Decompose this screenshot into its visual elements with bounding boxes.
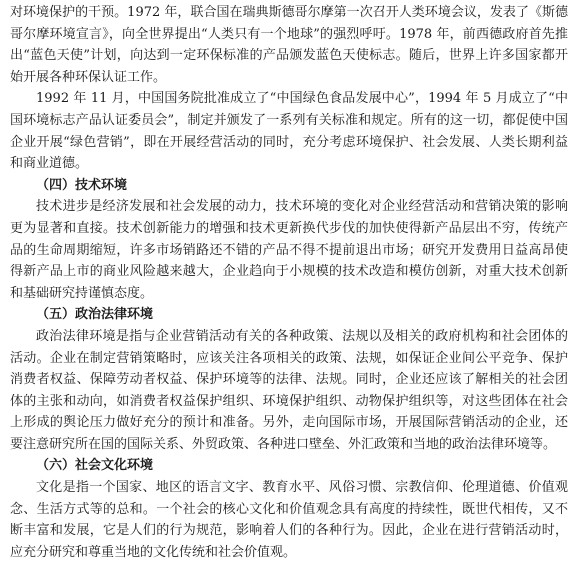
intro-paragraph-1: 对环境保护的干预。1972 年，联合国在瑞典斯德哥尔摩第一次召开人类环境会议，发表了《斯德哥尔摩环境宣言》，向全世界提出“人类只有一个地球”的强烈呼吁。1978 年，前西德政府首先推出“蓝色天使”计划，向达到一定环保标准的产品颁发蓝色天使标志。随后，世界上许多国家都开始开展各种环保认证工作。 <box>10 5 568 85</box>
section-heading-social-cultural: （六）社会文化环境 <box>36 458 154 474</box>
section-body-technology: 技术进步是经济发展和社会发展的动力，技术环境的变化对企业经营活动和营销决策的影响更为显著和直接。技术创新能力的增强和技术更新换代步伐的加快使得新产品层出不穷，传统产品的生命周期缩短，许多市场销路还不错的产品不得不提前退出市场；研究开发费用日益高昂使得新产品上市的商业风险越来越大，企业趋向于小规模的技术改造和模仿创新，对重大技术创新和基础研究持谨慎态度。 <box>10 199 568 301</box>
section-heading-political-legal: （五）政治法律环境 <box>36 307 154 323</box>
section-body-political-legal: 政治法律环境是指与企业营销活动有关的各种政策、法规以及相关的政府机构和社会团体的活动。企业在制定营销策略时，应该关注各项相关的政策、法规，如保证企业间公平竞争、保护消费者权益、保障劳动者权益、保护环境等的法律、法规。同时，企业还应该了解相关的社会团体的主张和动向，如消费者权益保护组织、环境保护组织、动物保护组织等，对这些团体在社会上形成的舆论压力做好充分的预计和准备。另外，走向国际市场，开展国际营销活动的企业，还要注意研究所在国的国际关系、外贸政策、各种进口壁垒、外汇政策和当地的政治法律环境等。 <box>10 328 568 452</box>
section-body-social-cultural: 文化是指一个国家、地区的语言文字、教育水平、风俗习惯、宗教信仰、伦理道德、价值观念、生活方式等的总和。一个社会的核心文化和价值观念具有高度的持续性，既世代相传，又不断丰富和发展，它是人们的行为规范，影响着人们的各种行为。因此，企业在进行营销活动时，应充分研究和尊重当地的文化传统和社会价值观。 <box>10 480 568 560</box>
intro-paragraph-2: 1992 年 11 月，中国国务院批准成立了“中国绿色食品发展中心”，1994 年 5 月成立了“中国环境标志产品认证委员会”，制定并颁发了一系列有关标准和规定。所有的这一切，都促使中国企业开展“绿色营销”，即在开展经营活动的同时，充分考虑环境保护、社会发展、人类长期利益和商业道德。 <box>10 91 568 172</box>
section-heading-technology: （四）技术环境 <box>36 177 128 193</box>
